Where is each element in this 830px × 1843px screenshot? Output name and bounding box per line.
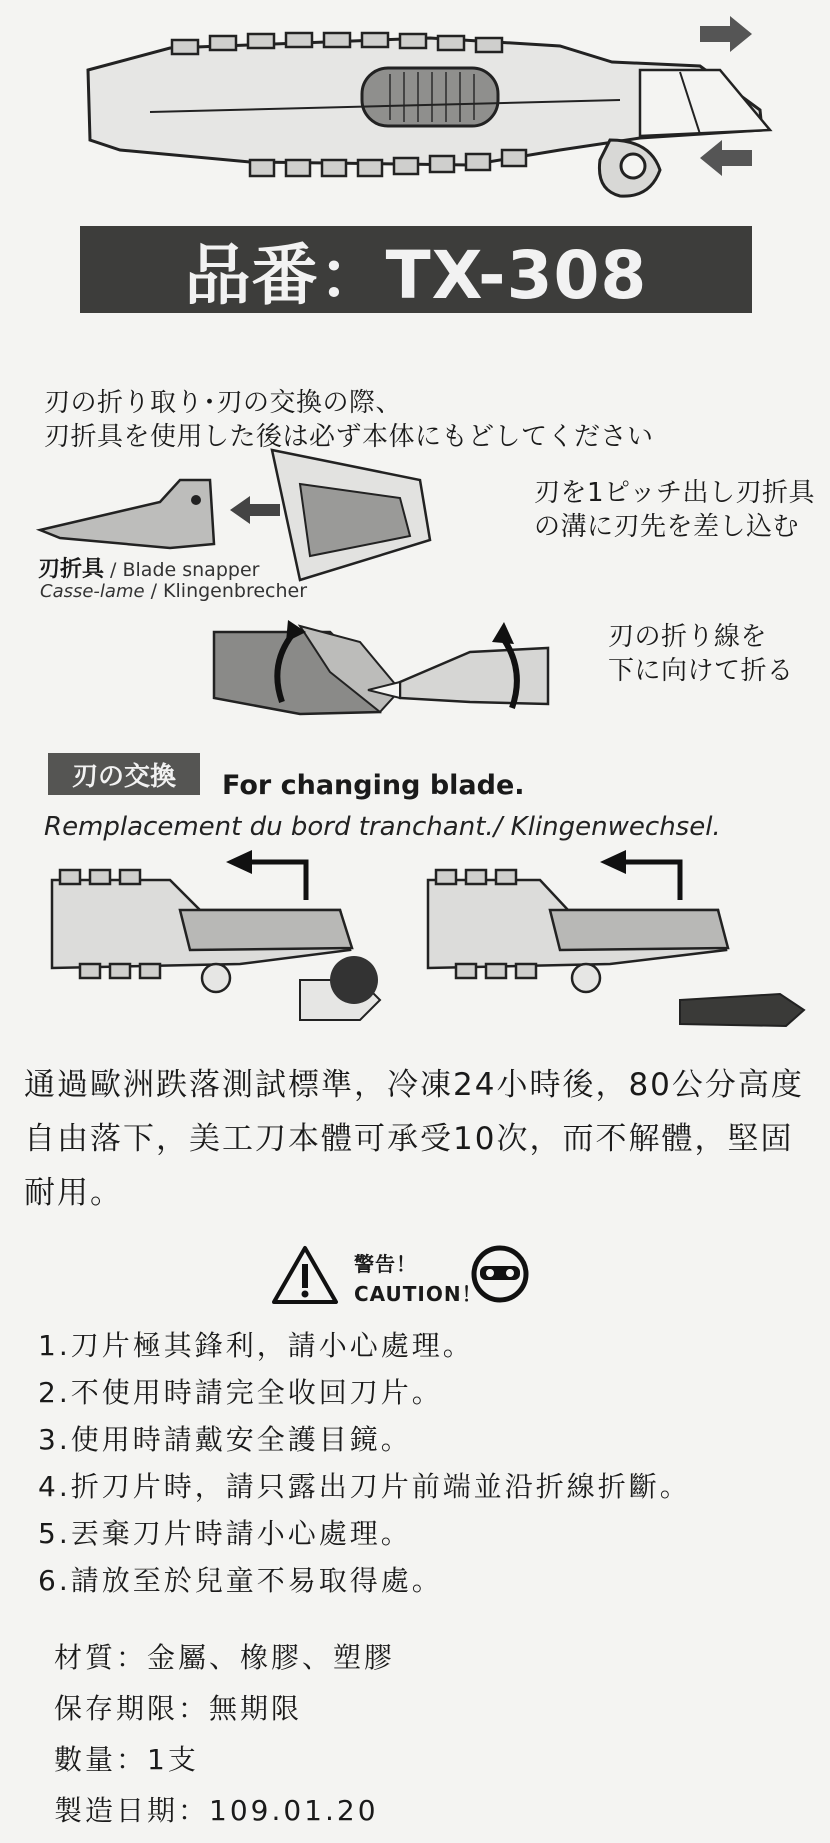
caution-item: 6.請放至於兒童不易取得處。 [38,1564,443,1597]
safety-goggles-icon [470,1244,530,1304]
spec-list [54,1632,395,1836]
snapping-step-1: 刃を1ピッチ出し刃折具 の溝に刃先を差し込む [534,478,816,542]
direction-arrow-icon [700,16,752,52]
snapping-note: 刃の折り取り･刃の交換の際、 刃折具を使用した後は必ず本体にもどしてください [44,388,654,452]
snapper-label: 刃折具 / Blade snapper [38,557,260,582]
caution-label-zh: 警告！ [354,1252,417,1276]
spec-mfg-date: 製造日期：109.01.20 [54,1794,379,1827]
drop-test-description: 通過歐洲跌落測試標準，冷凍24小時後，80公分高度自由落下，美工刀本體可承受10次，而不解體，堅固耐用。 [24,1067,804,1211]
snapping-step-2: 刃の折り線を 下に向けて折る [608,622,794,686]
caution-item: 5.丟棄刀片時請小心處理。 [38,1517,412,1550]
caution-item: 4.折刀片時，請只露出刀片前端並沿折線折斷。 [38,1470,691,1503]
section-badge: 刃の交換 [48,753,200,795]
section-title-fr-de: Remplacement du bord tranchant./ Klingenwechsel. [44,812,721,842]
snapper-label-translations: Casse-lame / Klingenbrecher [40,580,308,602]
caution-label-en: CAUTION！ [354,1282,483,1306]
warning-triangle-icon [270,1244,340,1308]
model-banner [80,226,752,313]
caution-item: 3.使用時請戴安全護目鏡。 [38,1423,412,1456]
caution-item: 1.刀片極其鋒利，請小心處理。 [38,1329,474,1362]
section-title-en: For changing blade. [222,770,525,801]
spec-shelf-life: 保存期限：無期限 [54,1692,303,1725]
caution-item: 2.不使用時請完全收回刀片。 [38,1376,443,1409]
blade-changing-illustration [0,850,830,1040]
spec-material: 材質：金屬、橡膠、塑膠 [54,1641,396,1674]
spec-quantity: 數量：1支 [54,1743,199,1776]
cutter-knife-icon [0,0,830,220]
model-number: 品番：TX-308 [184,237,648,314]
caution-list [38,1322,691,1604]
